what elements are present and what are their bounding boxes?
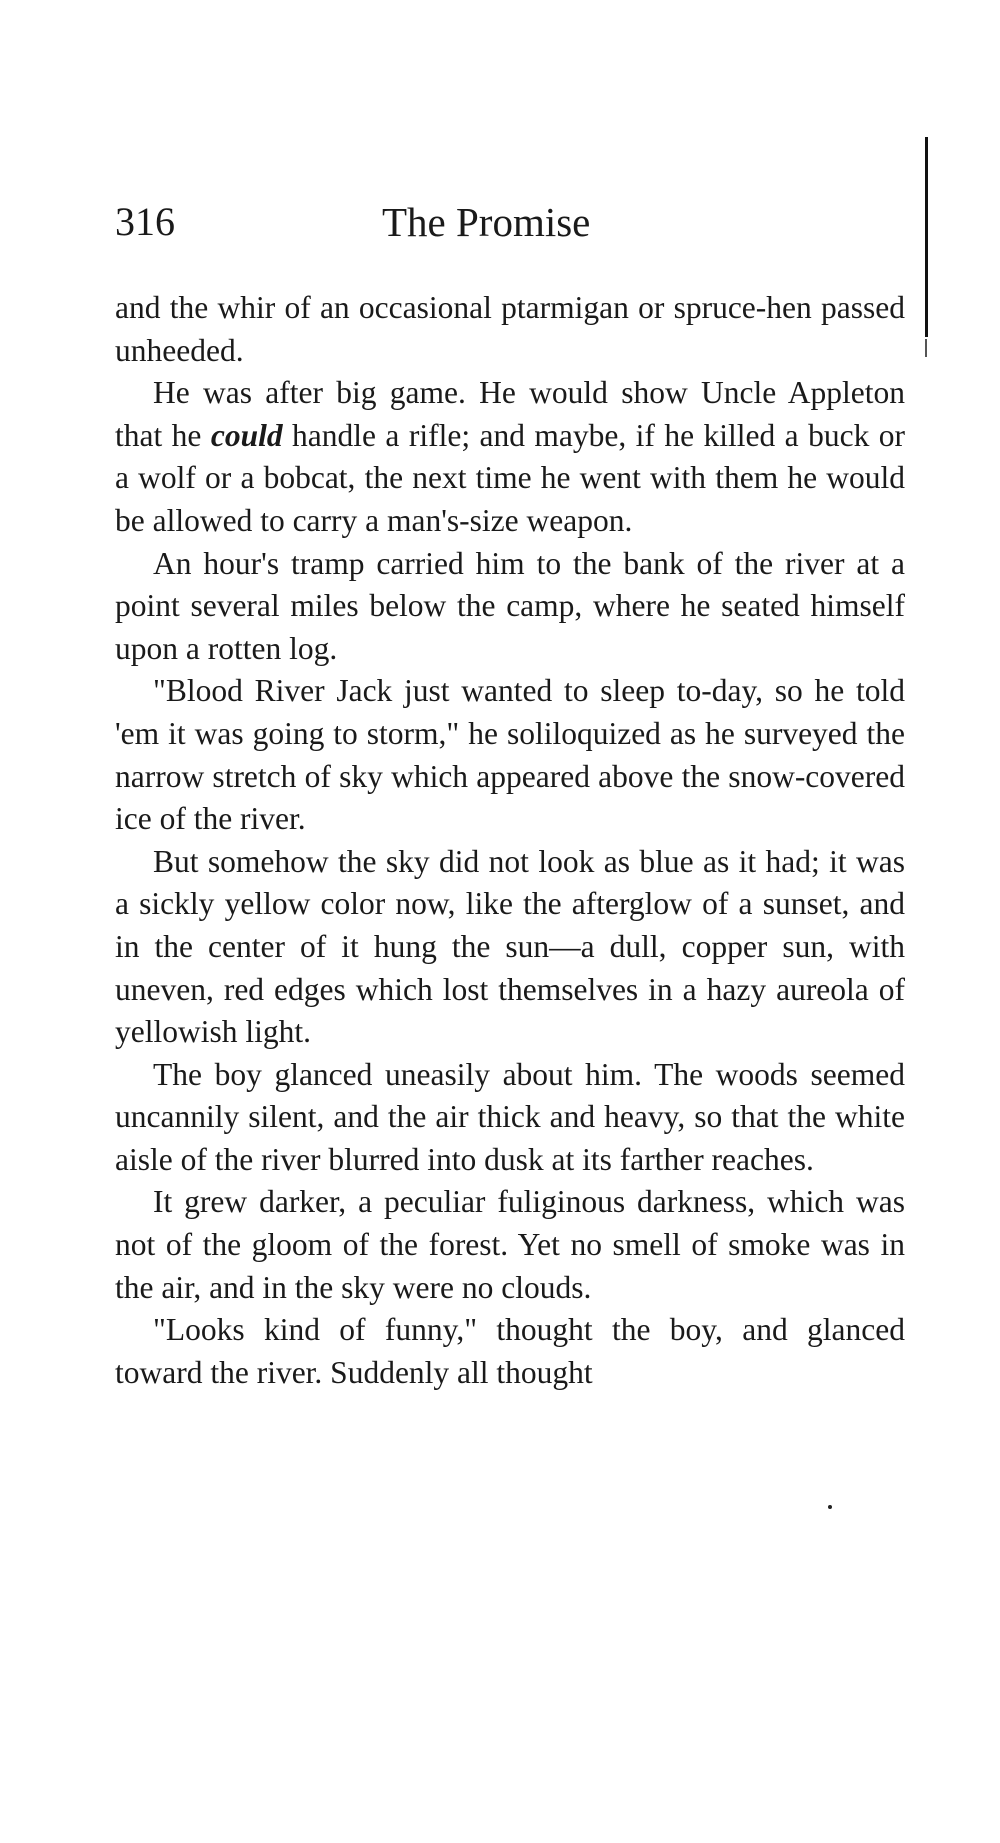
paragraph: "Blood River Jack just wanted to sleep to-day, so he told 'em it was going to storm," he soliloquized as he surveyed the narrow stretch of sky which appeared above the snow-covered ice of the river. <box>115 673 905 837</box>
body-text <box>115 287 905 1394</box>
print-speck <box>828 1505 832 1509</box>
paragraph: An hour's tramp carried him to the bank of the river at a point several miles below the camp, where he seated himself upon a rotten log. <box>115 545 905 666</box>
paragraph <box>115 372 905 542</box>
emphasis-text: could <box>210 417 283 453</box>
paragraph: The boy glanced uneasily about him. The woods seemed uncannily silent, and the air thick and heavy, so that the white aisle of the river blurred into dusk at its farther reaches. <box>115 1056 905 1177</box>
paragraph-text: He was after big game. He would show Uncle Appleton that he <box>115 375 905 453</box>
paragraph-text: handle a rifle; and maybe, if he killed a buck or a wolf or a bobcat, the next time he went with them he would be allowed to carry a man's-size weapon. <box>115 417 905 538</box>
paragraph: It grew darker, a peculiar fuliginous darkness, which was not of the gloom of the forest. Yet no smell of smoke was in the air, and in the sky were no clouds. <box>115 1184 905 1305</box>
paragraph: "Looks kind of funny," thought the boy, and glanced toward the river. Suddenly all thought <box>115 1312 905 1390</box>
paragraph-continued: and the whir of an occasional ptarmigan or spruce-hen passed unheeded. <box>115 290 905 368</box>
running-title: The Promise <box>382 199 591 245</box>
running-head <box>115 192 905 252</box>
page-edge-mark <box>925 137 928 337</box>
page-number: 316 <box>115 199 175 244</box>
paragraph: But somehow the sky did not look as blue as it had; it was a sickly yellow color now, like the afterglow of a sunset, and in the center of it hung the sun—a dull, copper sun, with uneven, red edges which lost themselves in a hazy aureola of yellowish light. <box>115 843 905 1050</box>
page-edge-tick <box>925 339 927 357</box>
